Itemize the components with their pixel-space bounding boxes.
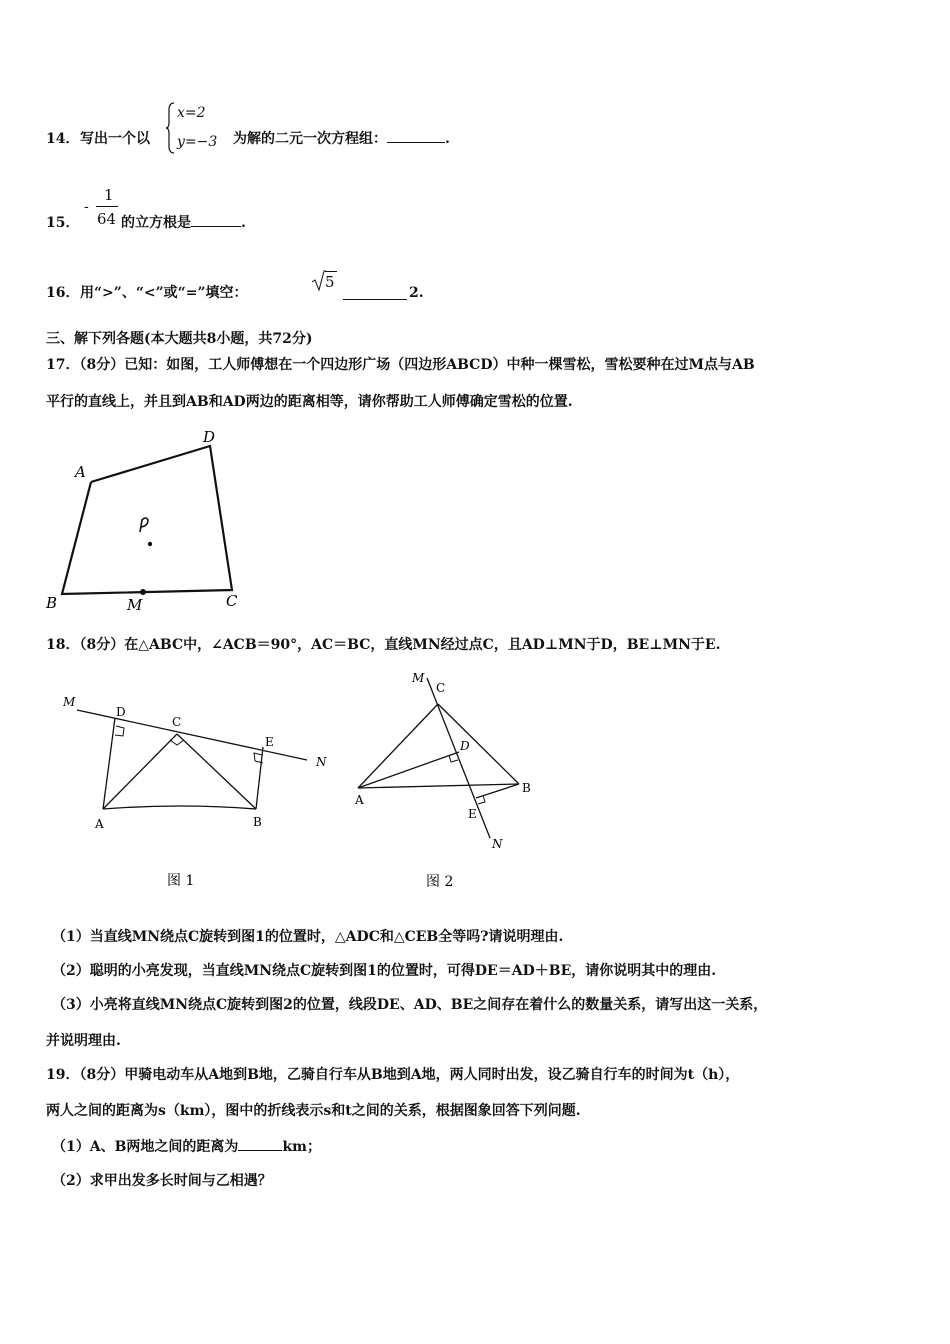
label-m: M [127,596,143,614]
segment-ab [358,784,519,788]
label-c: C [226,592,238,610]
fraction-bar [96,206,118,207]
fig1-label-e: E [265,735,274,749]
segment-ab [103,806,256,809]
q15-text [121,214,246,232]
p-handwriting [140,518,148,532]
q14-prefix: 写出一个以 [80,131,150,147]
q17-line-1: 17．（8分）已知：如图，工人师傅想在一个四边形广场（四边形ABCD）中种一棵雪松，雪松要种在过M点与AB [46,357,755,373]
fig2-label-n: N [492,837,503,851]
segment-ad [358,752,459,788]
fig2-label-a: A [355,793,364,807]
q16-number: 16． [46,285,80,301]
q14-suffix-text: 为解的二元一次方程组： [233,131,387,147]
section-heading: 三、解下列各题(本大题共8小题，共72分) [46,331,313,347]
q15-denominator: 64 [97,210,117,228]
sqrt-sign [312,270,326,292]
label-a: A [75,463,86,481]
fig2-caption: 图 2 [426,874,454,890]
fig1-label-c: C [172,715,182,729]
q19-part-1-unit: km； [282,1139,321,1155]
answer-blank-14[interactable] [387,142,445,143]
fig2-label-d: D [460,739,470,753]
q15-numerator: 1 [104,186,114,204]
segment-bc [177,734,256,809]
q19-part-1-text: （1）A、B两地之间的距离为 [52,1139,239,1155]
q16-text: 用“>”、“<”或“=”填空： [80,285,248,301]
q14-end: . [445,131,450,147]
quad-sides [62,446,232,594]
label-b: B [46,594,58,612]
fig1-label-b: B [253,815,262,829]
q18-part-1: （1）当直线MN绕点C旋转到图1的位置时，△ADC和△CEB全等吗?请说明理由. [52,929,564,945]
line-mn [427,678,490,838]
answer-blank-19[interactable] [238,1150,282,1151]
fig2-label-c: C [436,681,446,695]
q19-line-1: 19．（8分）甲骑电动车从A地到B地，乙骑自行车从B地到A地，两人同时出发，设乙骑自行车的时间为t（h）， [46,1067,740,1083]
q19-line-2: 两人之间的距离为s（km），图中的折线表示s和t之间的关系，根据图象回答下列问题. [46,1103,581,1119]
answer-blank-16[interactable] [343,284,407,300]
q18-line-1: 18．（8分）在△ABC中，∠ACB＝90°，AC＝BC，直线MN经过点C，且AD⊥MN于D，BE⊥MN于E. [46,637,721,653]
q19-part-1 [52,1138,321,1156]
q15-end: . [241,215,246,231]
q18-part-2: （2）聪明的小亮发现，当直线MN绕点C旋转到图1的位置时，可得DE＝AD＋BE，请你说明其中的理由. [52,963,717,979]
right-angle-d [449,755,458,762]
point-p [148,542,152,546]
fig1-label-m: M [63,695,76,709]
segment-bc [438,704,519,784]
q17-line-2: 平行的直线上，并且到AB和AD两边的距离相等，请你帮助工人师傅确定雪松的位置. [46,394,573,410]
segment-ac [103,734,177,809]
answer-blank-15[interactable] [191,226,241,227]
right-angle-c [170,740,184,745]
system-brace [166,102,176,154]
sqrt-overline [325,271,337,272]
q18-part-3b: 并说明理由. [46,1033,121,1049]
fig2-label-m: M [412,671,425,685]
fig1-label-a: A [95,817,104,831]
point-m [140,589,146,595]
q14-number: 14． [46,131,80,147]
q15-text-body: 的立方根是 [121,215,191,231]
q16-end: 2. [409,285,424,301]
segment-be [256,747,263,809]
segment-be [476,784,519,798]
q19-part-2: （2）求甲出发多长时间与乙相遇？ [52,1173,272,1189]
segment-ad [103,718,115,809]
fig1-caption: 图 1 [167,873,195,889]
fig2-label-b: B [522,781,531,795]
q14-equation-2: y=−3 [177,134,218,150]
figure-2 [350,668,550,898]
q15-sign: - [84,199,89,215]
q18-part-3a: （3）小亮将直线MN绕点C旋转到图2的位置，线段DE、AD、BE之间存在着什么的数量关系，请写出这一关系， [52,997,768,1013]
figure-1 [55,688,345,898]
segment-ac [358,704,438,788]
right-angle-d [115,726,124,736]
q16-radicand: 5 [325,273,335,291]
fig1-label-d: D [116,705,126,719]
q14-suffix [233,130,450,148]
figure-quadrilateral [40,420,260,620]
q14-equation-1: x=2 [177,105,206,121]
label-d: D [203,428,216,446]
q15-number: 15． [46,215,80,231]
fig1-label-n: N [316,755,327,769]
fig2-label-e: E [468,807,477,821]
